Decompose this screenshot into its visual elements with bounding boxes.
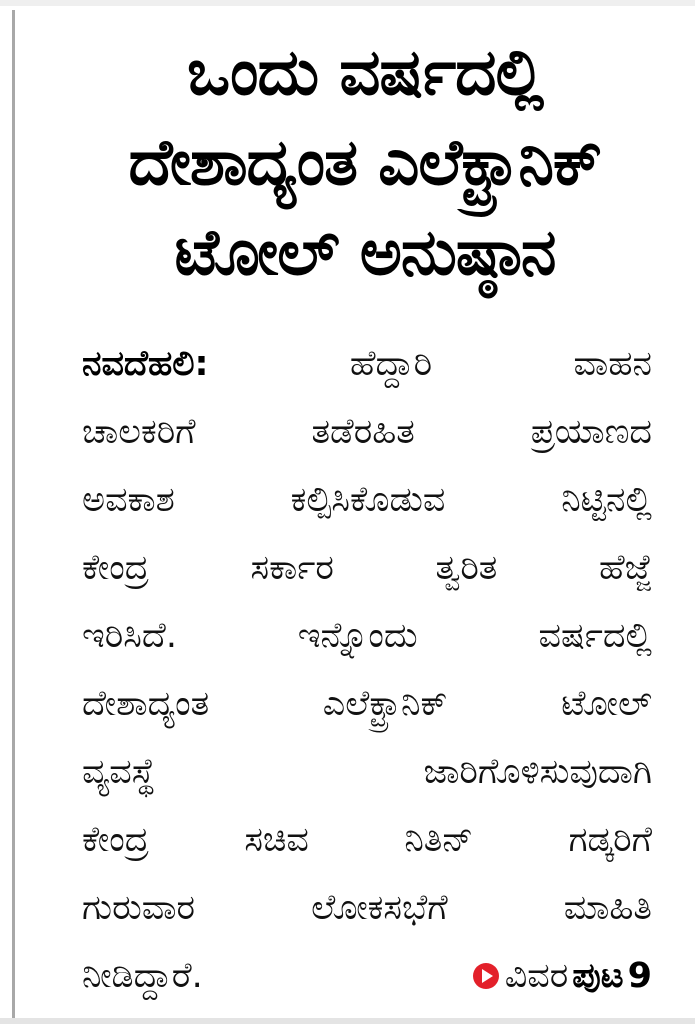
headline-line-2: ದೇಶಾದ್ಯಂತ ಎಲೆಕ್ಟ್ರಾನಿಕ್ bbox=[128, 126, 602, 200]
word: ಗಡ್ಕರಿಗೆ bbox=[568, 820, 652, 860]
word: ಲೋಕಸಭೆಗೆ bbox=[311, 888, 448, 928]
headline-line-1: ಒಂದು ವರ್ಷದಲ್ಲಿ bbox=[187, 36, 543, 110]
column-rule bbox=[12, 10, 15, 1018]
body-line bbox=[82, 806, 652, 874]
word: ಚಾಲಕರಿಗೆ bbox=[82, 412, 196, 452]
article-body bbox=[82, 330, 652, 1010]
word: ಎಲೆಕ್ಟ್ರಾನಿಕ್ bbox=[322, 684, 448, 724]
body-line bbox=[82, 874, 652, 942]
word: ಇರಿಸಿದೆ. bbox=[82, 616, 177, 656]
continuation-page-number: 9 bbox=[627, 956, 652, 996]
headline bbox=[60, 28, 670, 298]
word: ಸಚಿವ bbox=[244, 820, 309, 860]
word: ಕೇಂದ್ರ bbox=[82, 548, 149, 588]
word: ತಡೆರಹಿತ bbox=[311, 412, 415, 452]
word: ವಾಹನ bbox=[573, 344, 652, 384]
word: ಜಾರಿಗೊಳಿಸುವುದಾಗಿ bbox=[423, 752, 652, 792]
continuation-label: ವಿವರ bbox=[504, 956, 569, 996]
body-line bbox=[82, 670, 652, 738]
word: ವ್ಯವಸ್ಥೆ bbox=[82, 752, 156, 792]
word: ಹೆದ್ದಾರಿ bbox=[349, 344, 433, 384]
word: ತ್ವರಿತ bbox=[435, 548, 498, 588]
dateline: ನವದೆಹಲಿ: bbox=[82, 344, 209, 384]
word: ದೇಶಾದ್ಯಂತ bbox=[82, 684, 210, 724]
word: ಹೆಜ್ಜೆ bbox=[599, 548, 652, 588]
body-line-last bbox=[82, 942, 652, 1010]
word: ನೀಡಿದ್ದಾರೆ. bbox=[82, 956, 203, 996]
body-line bbox=[82, 466, 652, 534]
word: ಗುರುವಾರ bbox=[82, 888, 196, 928]
body-line bbox=[82, 602, 652, 670]
bottom-border bbox=[0, 1018, 695, 1024]
body-line bbox=[82, 738, 652, 806]
body-line bbox=[82, 534, 652, 602]
headline-line-3: ಟೋಲ್ ಅನುಷ್ಠಾನ bbox=[174, 216, 556, 290]
continuation-page-word: ಪುಟ bbox=[572, 956, 624, 996]
word: ಇನ್ನೊಂದು bbox=[297, 616, 418, 656]
word: ಪ್ರಯಾಣದ bbox=[530, 412, 652, 452]
word: ಕೇಂದ್ರ bbox=[82, 820, 149, 860]
word: ಅವಕಾಶ bbox=[82, 480, 175, 520]
body-line bbox=[82, 330, 652, 398]
word: ನಿಟ್ಟಿನಲ್ಲಿ bbox=[561, 480, 652, 520]
top-border bbox=[0, 0, 695, 6]
word: ನಿತಿನ್ bbox=[404, 820, 474, 860]
word: ಮಾಹಿತಿ bbox=[563, 888, 652, 928]
word: ಕಲ್ಪಿಸಿಕೊಡುವ bbox=[290, 480, 446, 520]
play-circle-icon bbox=[473, 963, 499, 989]
body-line bbox=[82, 398, 652, 466]
word: ಟೋಲ್ bbox=[561, 684, 652, 724]
continuation-link[interactable] bbox=[473, 942, 652, 1010]
word: ಸರ್ಕಾರ bbox=[250, 548, 334, 588]
word: ವರ್ಷದಲ್ಲಿ bbox=[538, 616, 652, 656]
